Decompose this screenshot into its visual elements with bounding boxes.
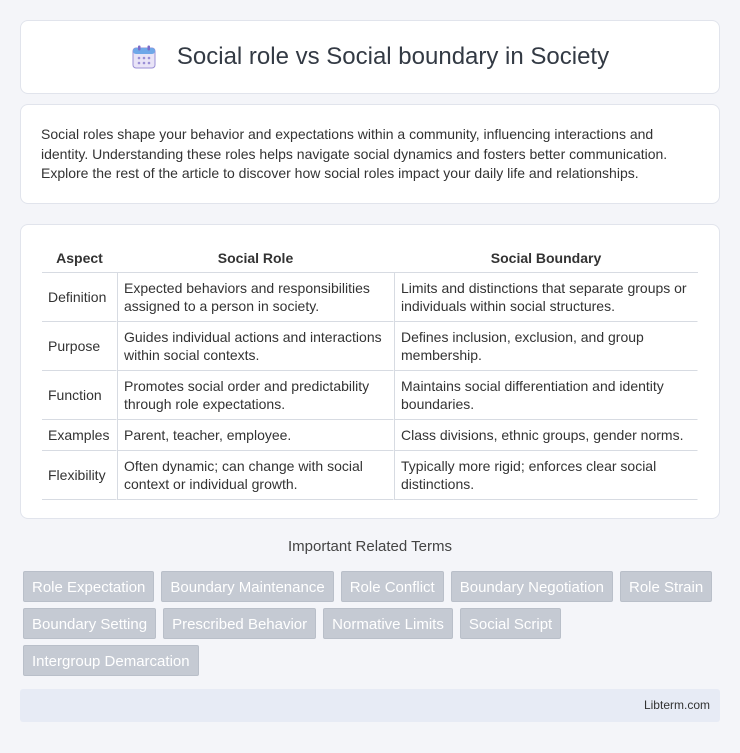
title-wrap bbox=[131, 43, 609, 71]
table-row bbox=[42, 322, 698, 371]
row-aspect: Function bbox=[42, 371, 117, 420]
row-social-boundary: Defines inclusion, exclusion, and group membership. bbox=[394, 322, 698, 371]
row-aspect: Flexibility bbox=[42, 451, 117, 500]
row-social-role: Parent, teacher, employee. bbox=[117, 420, 394, 451]
related-term-tag[interactable]: Boundary Negotiation bbox=[451, 571, 613, 602]
table-row bbox=[42, 273, 698, 322]
page-title: Social role vs Social boundary in Society bbox=[176, 43, 610, 70]
related-terms-heading: Important Related Terms bbox=[288, 538, 452, 555]
related-term-tag[interactable]: Normative Limits bbox=[323, 608, 453, 639]
row-social-boundary: Maintains social differentiation and identity boundaries. bbox=[394, 371, 698, 420]
related-term-tag[interactable]: Social Script bbox=[460, 608, 561, 639]
header-social-boundary: Social Boundary bbox=[394, 243, 698, 273]
related-term-tag[interactable]: Boundary Maintenance bbox=[161, 571, 333, 602]
header-social-role: Social Role bbox=[117, 243, 394, 273]
related-term-tag[interactable]: Role Strain bbox=[620, 571, 712, 602]
header-aspect: Aspect bbox=[42, 243, 117, 273]
row-social-boundary: Limits and distinctions that separate groups or individuals within social structures. bbox=[394, 273, 698, 322]
row-social-role: Promotes social order and predictability through role expectations. bbox=[117, 371, 394, 420]
calendar-icon bbox=[131, 44, 157, 70]
row-social-role: Expected behaviors and responsibilities assigned to a person in society. bbox=[117, 273, 394, 322]
row-aspect: Purpose bbox=[42, 322, 117, 371]
intro-card bbox=[20, 104, 720, 204]
table-row bbox=[42, 420, 698, 451]
related-term-tag[interactable]: Intergroup Demarcation bbox=[23, 645, 199, 676]
row-social-role: Often dynamic; can change with social context or individual growth. bbox=[117, 451, 394, 500]
table-row bbox=[42, 451, 698, 500]
related-term-tag[interactable]: Boundary Setting bbox=[23, 608, 156, 639]
footer bbox=[20, 689, 720, 722]
table-row bbox=[42, 371, 698, 420]
related-term-tag[interactable]: Role Conflict bbox=[341, 571, 444, 602]
table-header-row bbox=[42, 243, 698, 273]
row-aspect: Examples bbox=[42, 420, 117, 451]
comparison-card bbox=[20, 224, 720, 519]
title-card bbox=[20, 20, 720, 94]
row-social-boundary: Typically more rigid; enforces clear social distinctions. bbox=[394, 451, 698, 500]
related-term-tag[interactable]: Prescribed Behavior bbox=[163, 608, 316, 639]
intro-paragraph: Social roles shape your behavior and expectations within a community, influencing interactions and identity. Understanding these roles helps navigate social dynamics and fosters better communication. Explore the rest of the article to discover how social roles impact your daily life and relationships. bbox=[41, 126, 668, 182]
row-social-boundary: Class divisions, ethnic groups, gender norms. bbox=[394, 420, 698, 451]
row-aspect: Definition bbox=[42, 273, 117, 322]
footer-site-link[interactable]: Libterm.com bbox=[643, 698, 710, 712]
comparison-table bbox=[42, 243, 698, 500]
related-terms-list bbox=[23, 571, 723, 676]
related-term-tag[interactable]: Role Expectation bbox=[23, 571, 154, 602]
row-social-role: Guides individual actions and interactions within social contexts. bbox=[117, 322, 394, 371]
